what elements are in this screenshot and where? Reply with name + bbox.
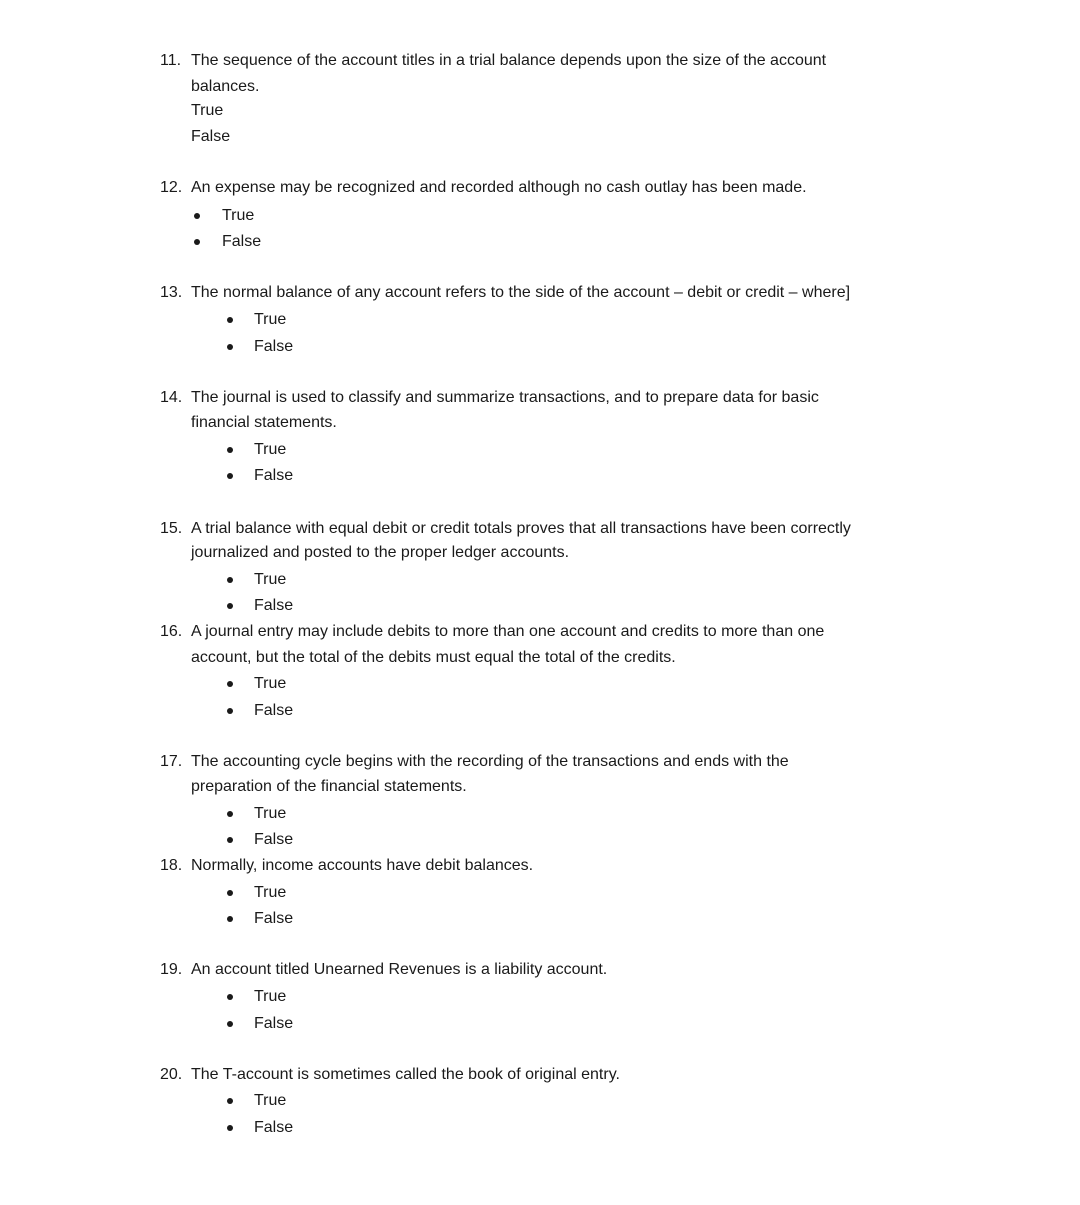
- question-number: 13.: [160, 284, 183, 301]
- question-text: Normally, income accounts have debit balances.: [191, 857, 534, 874]
- bullet-icon: [227, 344, 233, 350]
- bullet-icon: [194, 239, 200, 245]
- question-text: A trial balance with equal debit or credit totals proves that all transactions have been correctly: [191, 520, 851, 537]
- bullet-icon: [227, 837, 233, 843]
- bullet-icon: [227, 1021, 233, 1027]
- option-true[interactable]: True: [254, 571, 287, 588]
- option-false[interactable]: False: [254, 910, 294, 927]
- bullet-icon: [227, 916, 233, 922]
- question-text: preparation of the financial statements.: [191, 778, 467, 795]
- question-number: 12.: [160, 179, 183, 196]
- bullet-icon: [227, 317, 233, 323]
- question-number: 16.: [160, 623, 183, 640]
- question-text: The normal balance of any account refers to the side of the account – debit or credit – where]: [191, 284, 851, 301]
- question-text: financial statements.: [191, 414, 337, 431]
- question-text: An expense may be recognized and recorded although no cash outlay has been made.: [191, 179, 807, 196]
- question-text: An account titled Unearned Revenues is a liability account.: [191, 961, 608, 978]
- option-false[interactable]: False: [222, 233, 262, 250]
- option-true[interactable]: True: [191, 102, 224, 119]
- bullet-icon: [227, 708, 233, 714]
- option-false[interactable]: False: [254, 338, 294, 355]
- option-true[interactable]: True: [254, 311, 287, 328]
- option-true[interactable]: True: [222, 207, 255, 224]
- option-false[interactable]: False: [254, 702, 294, 719]
- question-number: 15.: [160, 520, 183, 537]
- bullet-icon: [227, 1125, 233, 1131]
- option-true[interactable]: True: [254, 988, 287, 1005]
- bullet-icon: [227, 681, 233, 687]
- option-true[interactable]: True: [254, 441, 287, 458]
- question-text: journalized and posted to the proper ledger accounts.: [191, 544, 570, 561]
- question-number: 17.: [160, 753, 183, 770]
- question-text: A journal entry may include debits to more than one account and credits to more than one: [191, 623, 825, 640]
- bullet-icon: [194, 213, 200, 219]
- question-text: The sequence of the account titles in a trial balance depends upon the size of the account: [191, 52, 827, 69]
- question-number: 11.: [160, 52, 182, 69]
- bullet-icon: [227, 447, 233, 453]
- option-true[interactable]: True: [254, 1092, 287, 1109]
- bullet-icon: [227, 577, 233, 583]
- bullet-icon: [227, 811, 233, 817]
- question-text: balances.: [191, 78, 260, 95]
- option-false[interactable]: False: [254, 831, 294, 848]
- option-true[interactable]: True: [254, 675, 287, 692]
- question-number: 18.: [160, 857, 183, 874]
- bullet-icon: [227, 994, 233, 1000]
- option-true[interactable]: True: [254, 884, 287, 901]
- option-false[interactable]: False: [191, 128, 231, 145]
- bullet-icon: [227, 603, 233, 609]
- option-false[interactable]: False: [254, 467, 294, 484]
- option-false[interactable]: False: [254, 1015, 294, 1032]
- bullet-icon: [227, 890, 233, 896]
- question-text: The accounting cycle begins with the recording of the transactions and ends with the: [191, 753, 789, 770]
- question-text: The T-account is sometimes called the book of original entry.: [191, 1066, 620, 1083]
- bullet-icon: [227, 473, 233, 479]
- question-text: The journal is used to classify and summarize transactions, and to prepare data for basic: [191, 389, 819, 406]
- option-false[interactable]: False: [254, 597, 294, 614]
- question-text: account, but the total of the debits must equal the total of the credits.: [191, 649, 676, 666]
- question-number: 19.: [160, 961, 183, 978]
- question-number: 14.: [160, 389, 183, 406]
- option-false[interactable]: False: [254, 1119, 294, 1136]
- bullet-icon: [227, 1098, 233, 1104]
- option-true[interactable]: True: [254, 805, 287, 822]
- question-number: 20.: [160, 1066, 183, 1083]
